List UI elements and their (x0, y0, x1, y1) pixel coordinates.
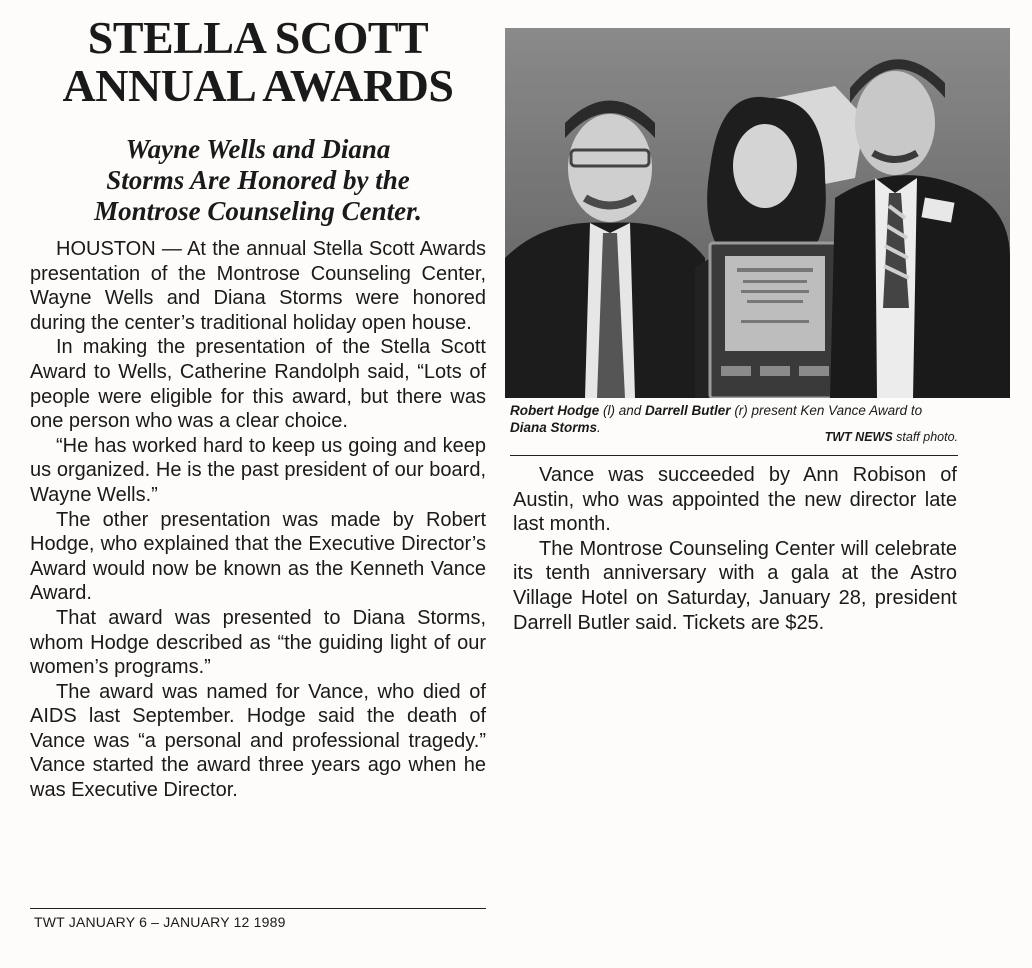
article-body-right (513, 463, 957, 635)
caption-text-1: (l) and (599, 403, 646, 418)
paragraph: In making the presentation of the Stella Scott Award to Wells, Catherine Randolph said, “Lots of people were eligible for this award, but there was one person who was a clear choice. (30, 336, 486, 433)
caption-name-1: Robert Hodge (510, 403, 600, 418)
subheadline (30, 134, 486, 227)
footer-rule (30, 908, 486, 909)
subhead-line-2: Storms Are Honored by the (106, 165, 410, 195)
paragraph: “He has worked hard to keep us going and keep us organized. He is the past president of our board, Wayne Wells.” (30, 434, 486, 506)
paragraph: That award was presented to Diana Storms, whom Hodge described as “the guiding light of our women’s programs.” (30, 606, 486, 679)
article-body-left (30, 237, 486, 803)
caption-text-3: . (597, 420, 601, 435)
caption-name-3: Diana Storms (510, 420, 598, 435)
paragraph: HOUSTON — At the annual Stella Scott Awards presentation of the Montrose Counseling Center, Wayne Wells and Diana Storms were honored during the center’s traditional holiday open house. (30, 238, 486, 334)
photo-credit (784, 430, 958, 444)
caption-rule (510, 455, 958, 456)
headline (30, 14, 486, 110)
award-photo (505, 28, 1010, 398)
footer-dateline: TWT JANUARY 6 – JANUARY 12 1989 (34, 914, 286, 930)
left-column (30, 14, 486, 803)
paragraph: Vance was succeeded by Ann Robison of Austin, who was appointed the new director late last month. (513, 464, 957, 536)
caption-name-2: Darrell Butler (645, 403, 731, 418)
paragraph: The other presentation was made by Robert Hodge, who explained that the Executive Director’s Award would now be known as the Kenneth Vance Award. (30, 508, 486, 605)
paragraph: The Montrose Counseling Center will celebrate its tenth anniversary with a gala at the Astro Village Hotel on Saturday, January 28, president Darrell Butler said. Tickets are $25. (513, 537, 957, 634)
credit-text: staff photo. (892, 430, 958, 444)
headline-line-1: STELLA SCOTT (87, 12, 429, 63)
subhead-line-1: Wayne Wells and Diana (125, 134, 391, 164)
paragraph: The award was named for Vance, who died of AIDS last September. Hodge said the death of Vance was “a personal and professional tragedy.” Vance started the award three years ago when he was Executive Director. (30, 680, 486, 802)
caption-text-2: (r) present Ken Vance Award to (730, 403, 923, 418)
subhead-line-3: Montrose Counseling Center. (94, 196, 422, 226)
credit-source: TWT NEWS (824, 430, 893, 444)
headline-line-2: ANNUAL AWARDS (62, 60, 454, 111)
